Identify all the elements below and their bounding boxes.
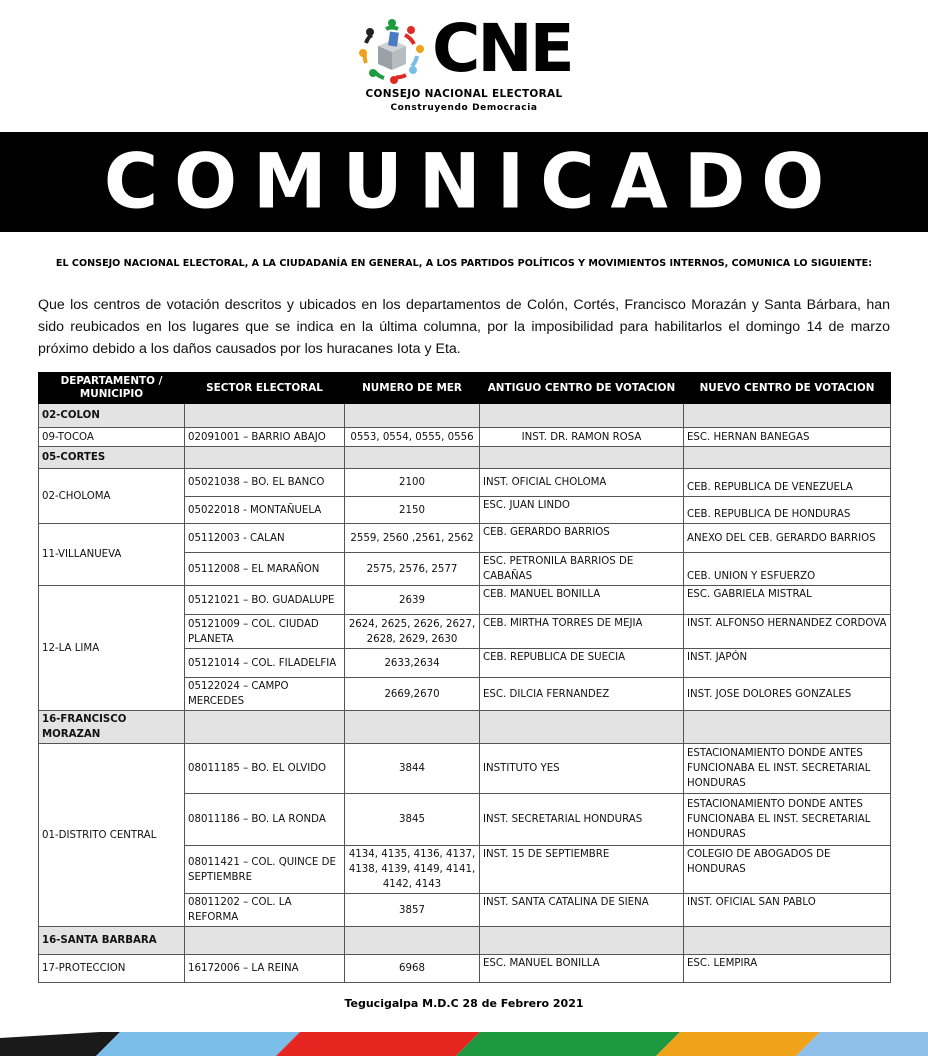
stripe-red xyxy=(276,1032,480,1056)
table-row xyxy=(39,586,891,615)
department-row xyxy=(39,447,891,469)
department-row xyxy=(39,404,891,428)
logo-full-name: CONSEJO NACIONAL ELECTORAL xyxy=(365,88,563,100)
logo-wordmark: CNE xyxy=(432,10,572,87)
new-center-cell: ESTACIONAMIENTO DONDE ANTES FUNCIONABA EL INST. SECRETARIAL HONDURAS xyxy=(684,794,891,846)
department-name: 16-FRANCISCO MORAZAN xyxy=(39,711,185,744)
header-mer: NUMERO DE MER xyxy=(345,373,480,404)
color-stripe-band xyxy=(0,1032,928,1056)
department-name: 05-CORTES xyxy=(39,447,185,469)
table-row xyxy=(39,428,891,447)
sector-cell: 05112003 - CALAN xyxy=(185,524,345,553)
old-center-cell: ESC. MANUEL BONILLA xyxy=(480,955,684,983)
old-center-cell: ESC. PETRONILA BARRIOS DE CABAÑAS xyxy=(480,553,684,586)
municipio-name: 17-PROTECCION xyxy=(39,955,185,983)
mer-cell: 2669,2670 xyxy=(345,678,480,711)
table-row xyxy=(39,469,891,497)
mer-cell: 2624, 2625, 2626, 2627, 2628, 2629, 2630 xyxy=(345,615,480,649)
old-center-cell: ESC. JUAN LINDO xyxy=(480,497,684,524)
old-center-cell: CEB. GERARDO BARRIOS xyxy=(480,524,684,553)
mer-cell: 2559, 2560 ,2561, 2562 xyxy=(345,524,480,553)
old-center-cell: CEB. REPUBLICA DE SUECIA xyxy=(480,649,684,678)
mer-cell: 4134, 4135, 4136, 4137, 4138, 4139, 4149, 4141, 4142, 4143 xyxy=(345,846,480,894)
old-center-cell: INST. OFICIAL CHOLOMA xyxy=(480,469,684,497)
stripe-orange xyxy=(656,1032,820,1056)
old-center-cell: INSTITUTO YES xyxy=(480,744,684,794)
stripe-light-blue xyxy=(96,1032,300,1056)
ballot-box-emblem-icon xyxy=(356,16,428,88)
new-center-cell: INST. JAPÓN xyxy=(684,649,891,678)
relocation-table xyxy=(38,372,891,983)
old-center-cell: INST. SECRETARIAL HONDURAS xyxy=(480,794,684,846)
new-center-cell: CEB. REPUBLICA DE HONDURAS xyxy=(684,497,891,524)
municipio-name: 11-VILLANUEVA xyxy=(39,524,185,586)
mer-cell: 2633,2634 xyxy=(345,649,480,678)
mer-cell: 2639 xyxy=(345,586,480,615)
sector-cell: 05022018 - MONTAÑUELA xyxy=(185,497,345,524)
new-center-cell: COLEGIO DE ABOGADOS DE HONDURAS xyxy=(684,846,891,894)
municipio-name: 01-DISTRITO CENTRAL xyxy=(39,744,185,927)
new-center-cell: INST. ALFONSO HERNANDEZ CORDOVA xyxy=(684,615,891,649)
new-center-cell: ESC. GABRIELA MISTRAL xyxy=(684,586,891,615)
sector-cell: 08011186 – BO. LA RONDA xyxy=(185,794,345,846)
mer-cell: 6968 xyxy=(345,955,480,983)
logo-tagline: Construyendo Democracia xyxy=(390,103,538,113)
old-center-cell: CEB. MIRTHA TORRES DE MEJIA xyxy=(480,615,684,649)
department-row xyxy=(39,711,891,744)
sector-cell: 05121009 – COL. CIUDAD PLANETA xyxy=(185,615,345,649)
new-center-cell: ESTACIONAMIENTO DONDE ANTES FUNCIONABA EL INST. SECRETARIAL HONDURAS xyxy=(684,744,891,794)
sector-cell: 08011202 – COL. LA REFORMA xyxy=(185,894,345,927)
banner-title: COMUNICADO xyxy=(103,138,841,226)
mer-cell: 0553, 0554, 0555, 0556 xyxy=(345,428,480,447)
old-center-cell: INST. 15 DE SEPTIEMBRE xyxy=(480,846,684,894)
mer-cell: 2575, 2576, 2577 xyxy=(345,553,480,586)
department-row xyxy=(39,927,891,955)
department-name: 16-SANTA BARBARA xyxy=(39,927,185,955)
mer-cell: 2100 xyxy=(345,469,480,497)
table-row xyxy=(39,744,891,794)
sector-cell: 05121021 – BO. GUADALUPE xyxy=(185,586,345,615)
intro-heading: EL CONSEJO NACIONAL ELECTORAL, A LA CIUDADANÍA EN GENERAL, A LOS PARTIDOS POLÍTICOS Y MOVIMIENTOS INTERNOS, COMUNICA LO SIGUIENTE: xyxy=(55,258,873,269)
header-nuevo: NUEVO CENTRO DE VOTACION xyxy=(684,373,891,404)
table-header-row xyxy=(39,373,891,404)
mer-cell: 3845 xyxy=(345,794,480,846)
sector-cell: 02091001 – BARRIO ABAJO xyxy=(185,428,345,447)
new-center-cell: CEB. REPUBLICA DE VENEZUELA xyxy=(684,469,891,497)
new-center-cell: CEB. UNION Y ESFUERZO xyxy=(684,553,891,586)
new-center-cell: INST. OFICIAL SAN PABLO xyxy=(684,894,891,927)
sector-cell: 05122024 – CAMPO MERCEDES xyxy=(185,678,345,711)
old-center-cell: INST. SANTA CATALINA DE SIENA xyxy=(480,894,684,927)
municipio-name: 12-LA LIMA xyxy=(39,586,185,711)
new-center-cell: INST. JOSE DOLORES GONZALES xyxy=(684,678,891,711)
new-center-cell: ESC. HERNAN BANEGAS xyxy=(684,428,891,447)
municipio-name: 09-TOCOA xyxy=(39,428,185,447)
new-center-cell: ESC. LEMPIRA xyxy=(684,955,891,983)
header-antiguo: ANTIGUO CENTRO DE VOTACION xyxy=(480,373,684,404)
sector-cell: 08011421 – COL. QUINCE DE SEPTIEMBRE xyxy=(185,846,345,894)
stripe-green xyxy=(456,1032,680,1056)
mer-cell: 3857 xyxy=(345,894,480,927)
new-center-cell: ANEXO DEL CEB. GERARDO BARRIOS xyxy=(684,524,891,553)
mer-cell: 3844 xyxy=(345,744,480,794)
table-row xyxy=(39,955,891,983)
department-name: 02-COLON xyxy=(39,404,185,428)
old-center-cell: ESC. DILCIA FERNANDEZ xyxy=(480,678,684,711)
header-sector: SECTOR ELECTORAL xyxy=(185,373,345,404)
header-departamento: DEPARTAMENTO / MUNICIPIO xyxy=(39,373,185,404)
sector-cell: 16172006 – LA REINA xyxy=(185,955,345,983)
sector-cell: 05121014 – COL. FILADELFIA xyxy=(185,649,345,678)
title-banner xyxy=(0,132,928,232)
sector-cell: 05021038 – BO. EL BANCO xyxy=(185,469,345,497)
old-center-cell: CEB. MANUEL BONILLA xyxy=(480,586,684,615)
footer-date: Tegucigalpa M.D.C 28 de Febrero 2021 xyxy=(344,997,584,1010)
cne-logo xyxy=(0,10,928,120)
old-center-cell: INST. DR. RAMON ROSA xyxy=(480,428,684,447)
sector-cell: 05112008 – EL MARAÑON xyxy=(185,553,345,586)
mer-cell: 2150 xyxy=(345,497,480,524)
sector-cell: 08011185 – BO. EL OLVIDO xyxy=(185,744,345,794)
intro-paragraph: Que los centros de votación descritos y ubicados en los departamentos de Colón, Cortés, Francisco Morazán y Santa Bárbara, han sido reubicados en los lugares que se indica en la última columna, por la imposibilidad para habilitarlos el domingo 14 de marzo próximo debido a los daños causados por los huracanes Iota y Eta. xyxy=(38,297,890,357)
table-row xyxy=(39,524,891,553)
municipio-name: 02-CHOLOMA xyxy=(39,469,185,524)
